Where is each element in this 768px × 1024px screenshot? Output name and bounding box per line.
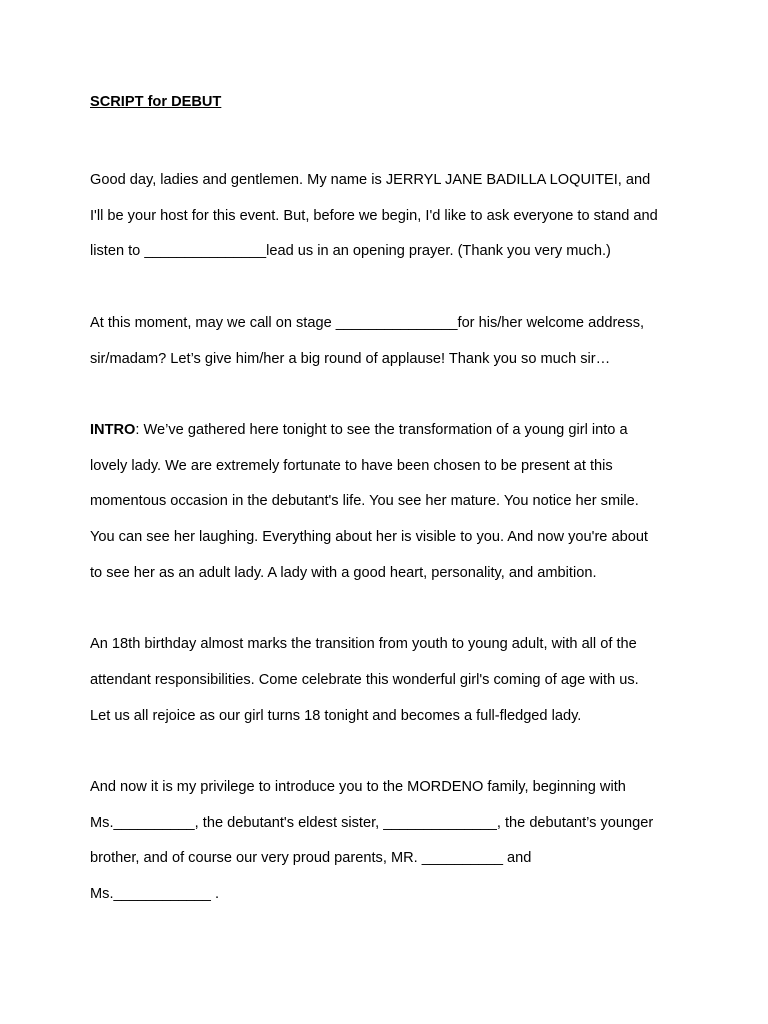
paragraph-intro — [90, 413, 685, 592]
paragraph-family-introduction — [90, 770, 685, 913]
text-line: At this moment, may we call on stage _______________for his/her welcome address, — [90, 314, 645, 331]
paragraph-birthday — [90, 627, 685, 734]
intro-label: INTRO — [90, 421, 136, 438]
text-line: And now it is my privilege to introduce you to the MORDENO family, beginning with — [90, 778, 626, 795]
text-line: momentous occasion in the debutant's life. You see her mature. You notice her smile. — [90, 493, 639, 510]
text-line: Ms.__________, the debutant's eldest sister, ______________, the debutant’s younger — [90, 814, 654, 831]
document-body — [90, 92, 685, 948]
text-line: Ms.____________ . — [90, 886, 220, 902]
document-title: SCRIPT for DEBUT — [90, 94, 222, 110]
paragraph-greeting — [90, 163, 685, 270]
text-line: brother, and of course our very proud parents, MR. __________ and — [90, 850, 532, 867]
text-line: Good day, ladies and gentlemen. My name is JERRYL JANE BADILLA LOQUITEI, and — [90, 172, 651, 188]
text-line: listen to _______________lead us in an opening prayer. (Thank you very much.) — [90, 243, 611, 260]
text-line: to see her as an adult lady. A lady with a good heart, personality, and ambition. — [90, 564, 597, 581]
text-line: lovely lady. We are extremely fortunate to have been chosen to be present at this — [90, 457, 613, 474]
paragraph-welcome-address — [90, 306, 685, 377]
text-line: An 18th birthday almost marks the transition from youth to young adult, with all of the — [90, 636, 637, 653]
text-line: attendant responsibilities. Come celebrate this wonderful girl's coming of age with us. — [90, 671, 639, 688]
text-line: I'll be your host for this event. But, before we begin, I'd like to ask everyone to stand and — [90, 207, 658, 224]
text-line: sir/madam? Let’s give him/her a big round of applause! Thank you so much sir… — [90, 350, 611, 367]
text-line: Let us all rejoice as our girl turns 18 tonight and becomes a full-fledged lady. — [90, 707, 582, 724]
text-line: You can see her laughing. Everything about her is visible to you. And now you're about — [90, 529, 648, 545]
intro-first-line: : We’ve gathered here tonight to see the transformation of a young girl into a — [135, 421, 628, 438]
text-line — [90, 413, 685, 449]
